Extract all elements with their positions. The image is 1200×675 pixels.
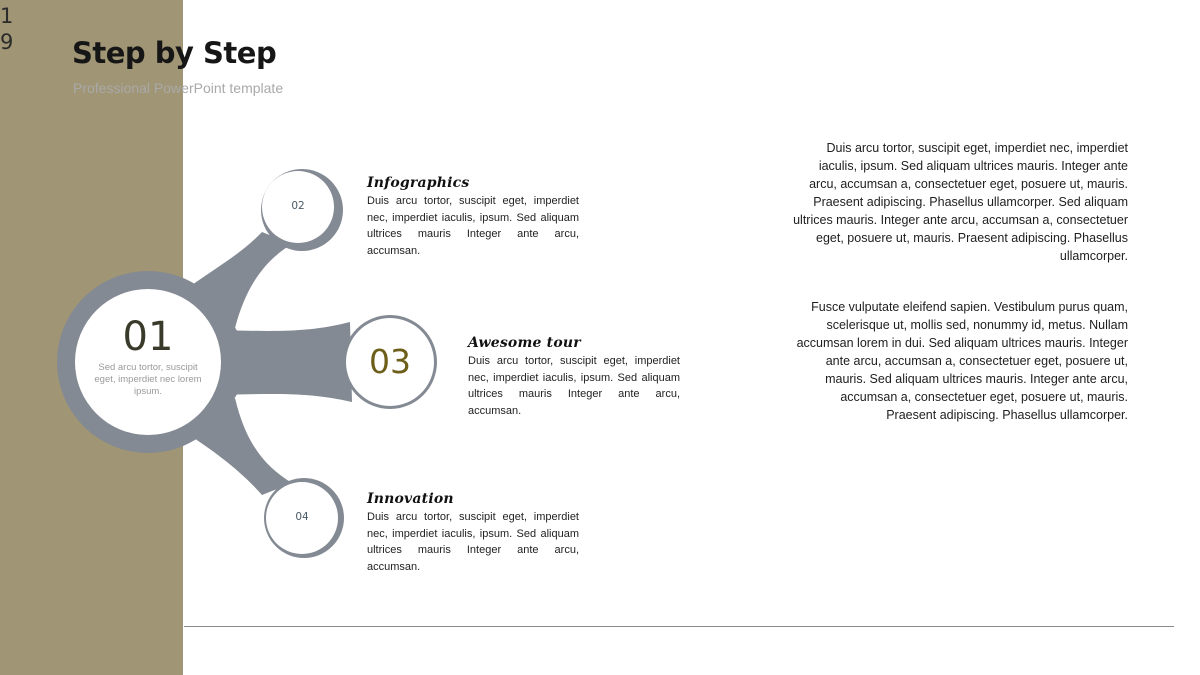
step-heading-infographics: Infographics [367, 175, 470, 191]
step-body-innovation: Duis arcu tortor, suscipit eget, imperdiet nec, imperdiet iaculis, ipsum. Sed aliquam ultrices mauris Integer ante arcu, accumsan. [367, 511, 579, 573]
paragraph-2: Fusce vulputate eleifend sapien. Vestibulum purus quam, scelerisque ut, mollis sed, nonummy id, metus. Nullam accumsan lorem in dui. Sed aliquam ultrices mauris. Integer ante arcu, accumsan a, consectetuer eget, posuere ut, mauris. Sed aliquam ultrices mauris. Integer ante arcu, accumsan a, consectetuer eget, posuere ut, mauris. Praesent adipiscing. Phasellus ullamcorper. [796, 300, 1128, 422]
node-number-04: 04 [295, 511, 309, 523]
slide-number: 19 [0, 4, 14, 54]
step-body-infographics: Duis arcu tortor, suscipit eget, imperdiet nec, imperdiet iaculis, ipsum. Sed aliquam ultrices mauris Integer ante arcu, accumsan. [367, 195, 579, 257]
slide-subtitle: Professional PowerPoint template [73, 80, 284, 96]
slide-title: Step by Step [72, 36, 277, 70]
hub-number: 01 [122, 314, 174, 360]
bottom-divider [184, 626, 1174, 627]
hub-caption: Sed arcu tortor, suscipit eget, imperdiet nec lorem ipsum. [94, 362, 202, 397]
step-heading-innovation: Innovation [367, 491, 454, 507]
node-number-03: 03 [369, 342, 411, 381]
step-heading-awesome-tour: Awesome tour [468, 335, 581, 351]
node-number-02: 02 [291, 200, 305, 212]
paragraph-1: Duis arcu tortor, suscipit eget, imperdiet nec, imperdiet iaculis, ipsum. Sed aliquam ultrices mauris. Integer ante arcu, accumsan a, consectetuer eget, posuere ut, mauris. Praesent adipiscing. Phasellus ullamcorper. Sed aliquam ultrices mauris. Integer ante arcu, accumsan a, consectetuer eget, posuere ut, mauris. Praesent adipiscing. Phasellus ullamcorper. [793, 141, 1128, 263]
step-body-awesome-tour: Duis arcu tortor, suscipit eget, imperdiet nec, imperdiet iaculis, ipsum. Sed aliquam ultrices mauris Integer ante arcu, accumsan. [468, 355, 680, 417]
